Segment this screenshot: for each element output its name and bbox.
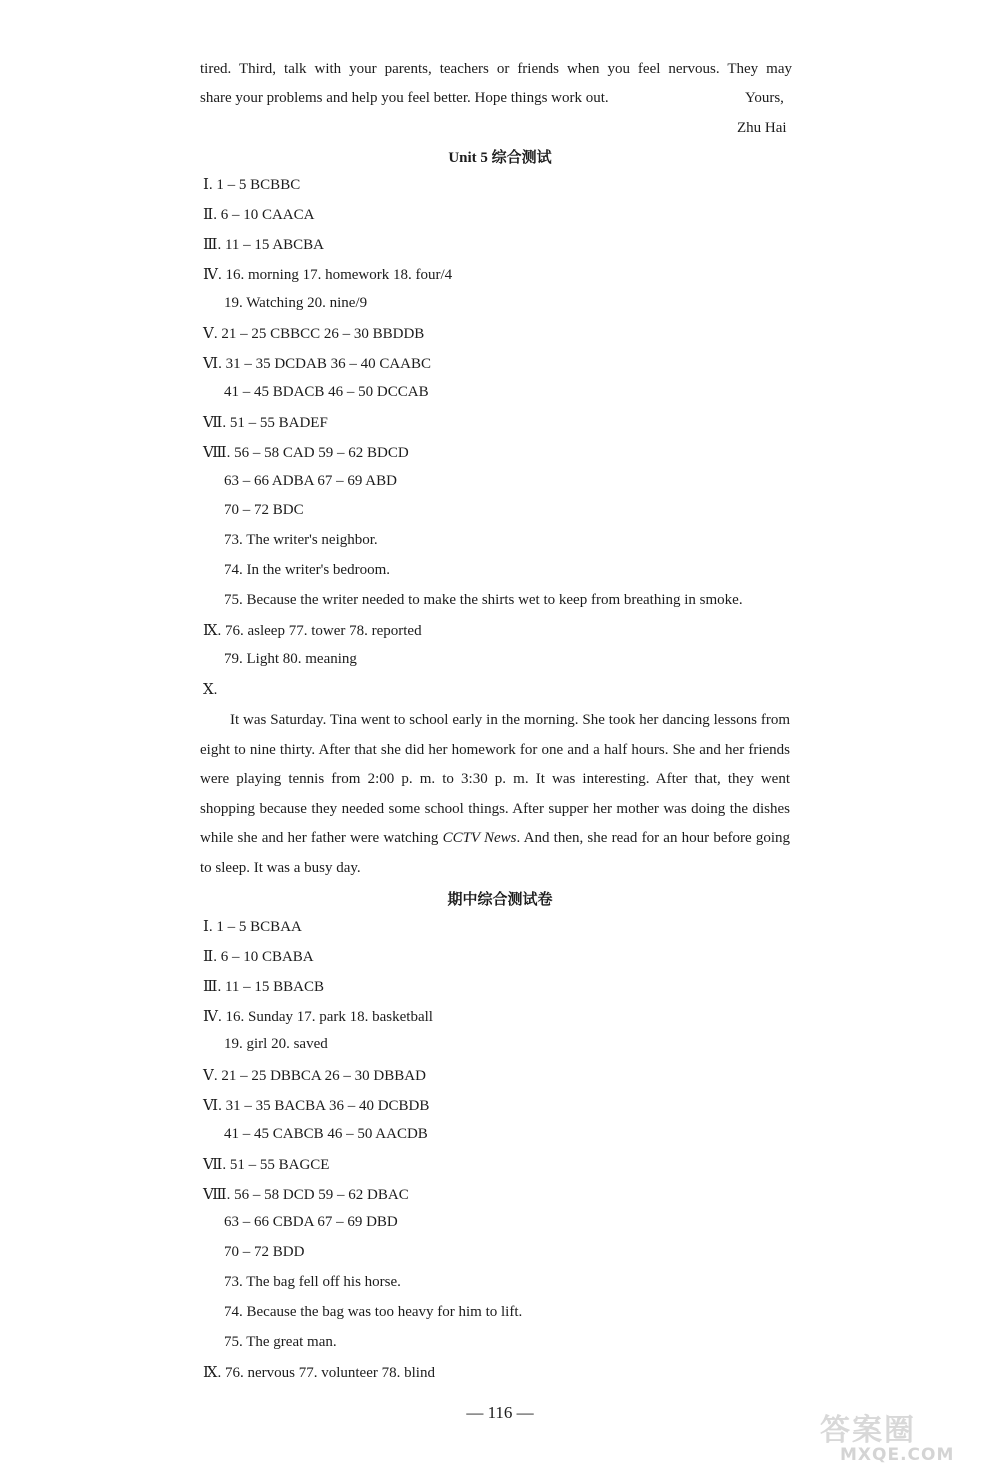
watermark-logo-text: 答案圈 [820, 1413, 916, 1448]
midterm-answer-line: 73. The bag fell off his horse. [224, 1274, 401, 1290]
midterm-title: 期中综合测试卷 [447, 892, 553, 908]
midterm-answer-line: Ⅳ. 16. Sunday 17. park 18. basketball [203, 1009, 433, 1025]
unit5-answer-line: Ⅸ. 76. asleep 77. tower 78. reported [203, 623, 422, 639]
unit5-answer-line: Ⅳ. 16. morning 17. homework 18. four/4 [203, 267, 453, 283]
unit5-answer-line: 75. Because the writer needed to make the shirts wet to keep from breathing in smoke. [224, 592, 743, 608]
unit5-answer-line: Ⅵ. 31 – 35 DCDAB 36 – 40 CAABC [203, 356, 432, 372]
unit5-answer-line: 70 – 72 BDC [224, 502, 304, 518]
midterm-answer-line: 41 – 45 CABCB 46 – 50 AACDB [224, 1126, 428, 1142]
page-number: — 116 — [466, 1403, 534, 1422]
midterm-answer-line: Ⅱ. 6 – 10 CBABA [203, 949, 314, 965]
unit5-title: Unit 5 综合测试 [448, 150, 552, 166]
unit5-answer-line: Ⅰ. 1 – 5 BCBBC [203, 177, 301, 193]
midterm-answer-line: Ⅷ. 56 – 58 DCD 59 – 62 DBAC [203, 1187, 409, 1203]
midterm-answer-line: Ⅲ. 11 – 15 BBACB [203, 979, 325, 995]
essay-text: It was Saturday. Tina went to school early in the morning. She took her dancing lessons from eight to nine thirty. After that she did her homework for one and a half hours. She and her friends were playing tennis from 2:00 p. m. to 3:30 p. m. It was interesting. After that, they went shopping because they needed some school things. After supper her mother was doing the dishes while she and her father were watching CCTV News. And then, she read for an hour before going to sleep. It was a busy day. [200, 712, 791, 876]
unit5-answer-line: 41 – 45 BDACB 46 – 50 DCCAB [224, 384, 429, 400]
unit5-answer-line: 63 – 66 ADBA 67 – 69 ABD [224, 473, 397, 489]
midterm-answer-line: Ⅰ. 1 – 5 BCBAA [203, 919, 302, 935]
letter-closing: Yours, [745, 90, 784, 106]
watermark-url: MXQE.COM [840, 1445, 955, 1465]
unit5-answer-line: Ⅶ. 51 – 55 BADEF [203, 415, 328, 431]
midterm-answer-line: Ⅵ. 31 – 35 BACBA 36 – 40 DCBDB [203, 1098, 430, 1114]
unit5-answer-line: Ⅴ. 21 – 25 CBBCC 26 – 30 BBDDB [203, 326, 425, 342]
unit5-answer-line: 79. Light 80. meaning [224, 651, 357, 667]
watermark-logo [820, 1405, 995, 1467]
unit5-essay [200, 706, 790, 884]
unit5-answer-line: Ⅷ. 56 – 58 CAD 59 – 62 BDCD [203, 445, 409, 461]
unit5-answer-line: 73. The writer's neighbor. [224, 532, 378, 548]
unit5-answer-line: 74. In the writer's bedroom. [224, 562, 390, 578]
midterm-answer-line: 75. The great man. [224, 1334, 337, 1350]
midterm-answer-line: 63 – 66 CBDA 67 – 69 DBD [224, 1214, 398, 1230]
unit5-answer-line: Ⅲ. 11 – 15 ABCBA [203, 237, 325, 253]
midterm-answer-line: Ⅸ. 76. nervous 77. volunteer 78. blind [203, 1365, 435, 1381]
unit5-answer-line: Ⅱ. 6 – 10 CAACA [203, 207, 315, 223]
midterm-answer-line: 74. Because the bag was too heavy for him to lift. [224, 1304, 523, 1320]
program-name: CCTV News [442, 830, 517, 847]
letter-signature: Zhu Hai [737, 120, 787, 136]
letter-line-1: tired. Third, talk with your parents, teachers or friends when you feel nervous. They may [200, 61, 792, 77]
midterm-answer-line: 19. girl 20. saved [224, 1036, 328, 1052]
unit5-answer-line: Ⅹ. [203, 682, 218, 698]
unit5-answer-line: 19. Watching 20. nine/9 [224, 295, 368, 311]
midterm-answer-line: 70 – 72 BDD [224, 1244, 305, 1260]
midterm-answer-line: Ⅶ. 51 – 55 BAGCE [203, 1157, 330, 1173]
midterm-answer-line: Ⅴ. 21 – 25 DBBCA 26 – 30 DBBAD [203, 1068, 426, 1084]
letter-line-2: share your problems and help you feel better. Hope things work out. [200, 90, 609, 106]
